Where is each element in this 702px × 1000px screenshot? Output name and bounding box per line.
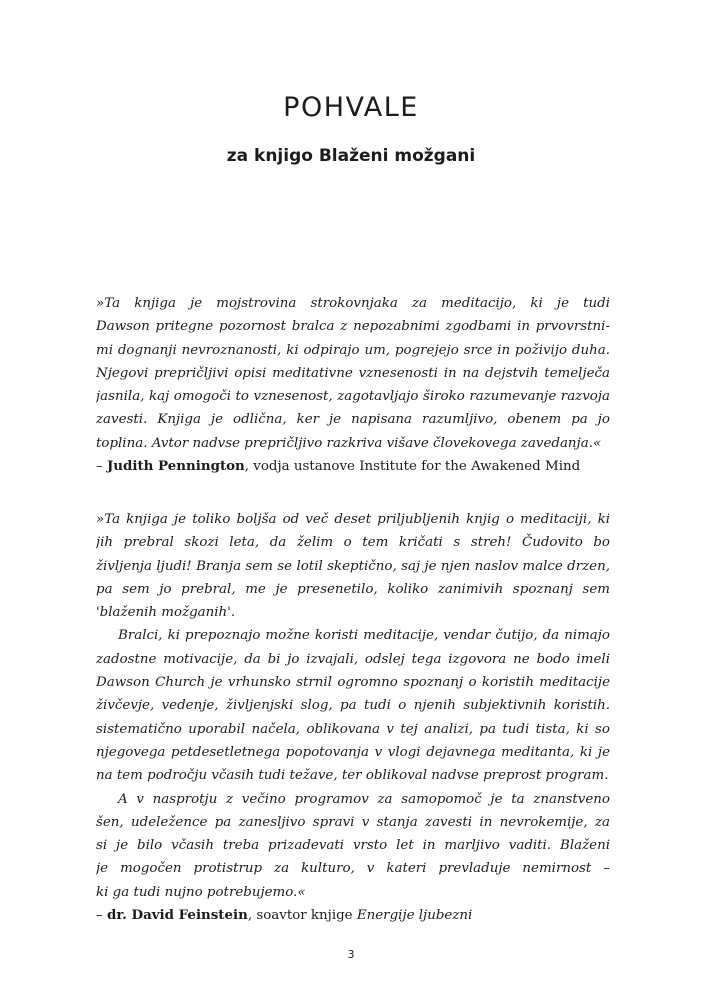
- quote-line: življenja ljudi! Branja sem se lotil skeptično, saj je njen naslov malce drzen,: [96, 558, 610, 574]
- quote-line: sistematično uporabil načela, oblikovana v tej analizi, pa tudi tista, ki so: [96, 721, 610, 737]
- quote-line: na tem področju včasih tudi težave, ter oblikoval nadvse preprost program.: [96, 768, 609, 784]
- quote-line: toplina. Avtor nadvse prepričljivo razkriva višave človekovega zavedanja.«: [96, 435, 602, 451]
- quote-line: šen, udeležence pa zanesljivo spravi v stanja zavesti in nevrokemije, za: [96, 814, 610, 830]
- quote-line: zadostne motivacije, da bi jo izvajali, odslej tega izgovora ne bodo imeli: [96, 651, 610, 667]
- quote-line: Dawson Church je vrhunsko strnil ogromno spoznanj o koristih meditacije: [96, 675, 610, 691]
- quote-attribution: [96, 904, 610, 927]
- praise-quote-pennington: [96, 292, 610, 478]
- attribution-role: , vodja ustanove Institute for the Awakened Mind: [244, 459, 581, 475]
- page-number: 3: [347, 948, 355, 961]
- quote-line: mi dognanji nevroznanosti, ki odpirajo um, pogrejejo srce in poživijo duha.: [96, 342, 610, 358]
- attribution-book-title: Energije ljubezni: [356, 908, 473, 924]
- quote-line: 'blaženih možganih'.: [96, 605, 236, 621]
- quote-line: A v nasprotju z večino programov za samopomoč je ta znanstveno: [118, 791, 610, 807]
- quote-line: je mogočen protistrup za kulturo, v kateri prevladuje nemirnost –: [96, 861, 610, 877]
- quote-line: »Ta knjiga je mojstrovina strokovnjaka za meditacijo, ki je tudi: [96, 296, 610, 311]
- attribution-dash: –: [96, 459, 107, 475]
- attribution-role: , soavtor knjige: [247, 908, 357, 924]
- quote-line: živčevje, vedenje, življenjski slog, pa tudi o njenih subjektivnih koristih.: [96, 698, 610, 714]
- quote-line: »Ta knjiga je toliko boljša od več deset priljubljenih knjig o meditaciji, ki: [96, 512, 610, 527]
- page-subtitle: za knjigo Blaženi možgani: [226, 146, 476, 166]
- quote-line: jih prebral skozi leta, da želim o tem kričati s streh! Čudovito bo: [96, 535, 610, 551]
- quote-attribution: [96, 455, 610, 478]
- attribution-name: Judith Pennington: [106, 458, 245, 475]
- quote-line: si je bilo včasih treba prizadevati vrsto let in marljivo vaditi. Blaženi: [96, 838, 610, 854]
- quote-line: zavesti. Knjiga je odlična, ker je napisana razumljivo, obenem pa jo: [96, 412, 610, 428]
- page-title: POHVALE: [283, 92, 419, 123]
- quote-line: pa sem jo prebral, me je presenetilo, koliko zanimivih spoznanj sem: [96, 581, 610, 597]
- quote-line: Bralci, ki prepoznajo možne koristi meditacije, vendar čutijo, da nimajo: [118, 628, 610, 644]
- praise-quote-feinstein: [96, 508, 610, 927]
- attribution-dash: –: [96, 908, 107, 924]
- quote-line: jasnila, kaj omogoči to vznesenost, zagotavljajo široko razumevanje razvoja: [96, 389, 610, 405]
- quote-line: njegovega petdesetletnega popotovanja v vlogi dejavnega meditanta, ki je: [96, 744, 610, 760]
- quote-line: Dawson pritegne pozornost bralca z nepozabnimi zgodbami in prvovrstni-: [96, 319, 610, 335]
- attribution-name: dr. David Feinstein: [106, 907, 248, 924]
- quote-line: ki ga tudi nujno potrebujemo.«: [96, 884, 306, 900]
- quote-line: Njegovi prepričljivi opisi meditativne vznesenosti in na dejstvih temelječa: [96, 365, 610, 381]
